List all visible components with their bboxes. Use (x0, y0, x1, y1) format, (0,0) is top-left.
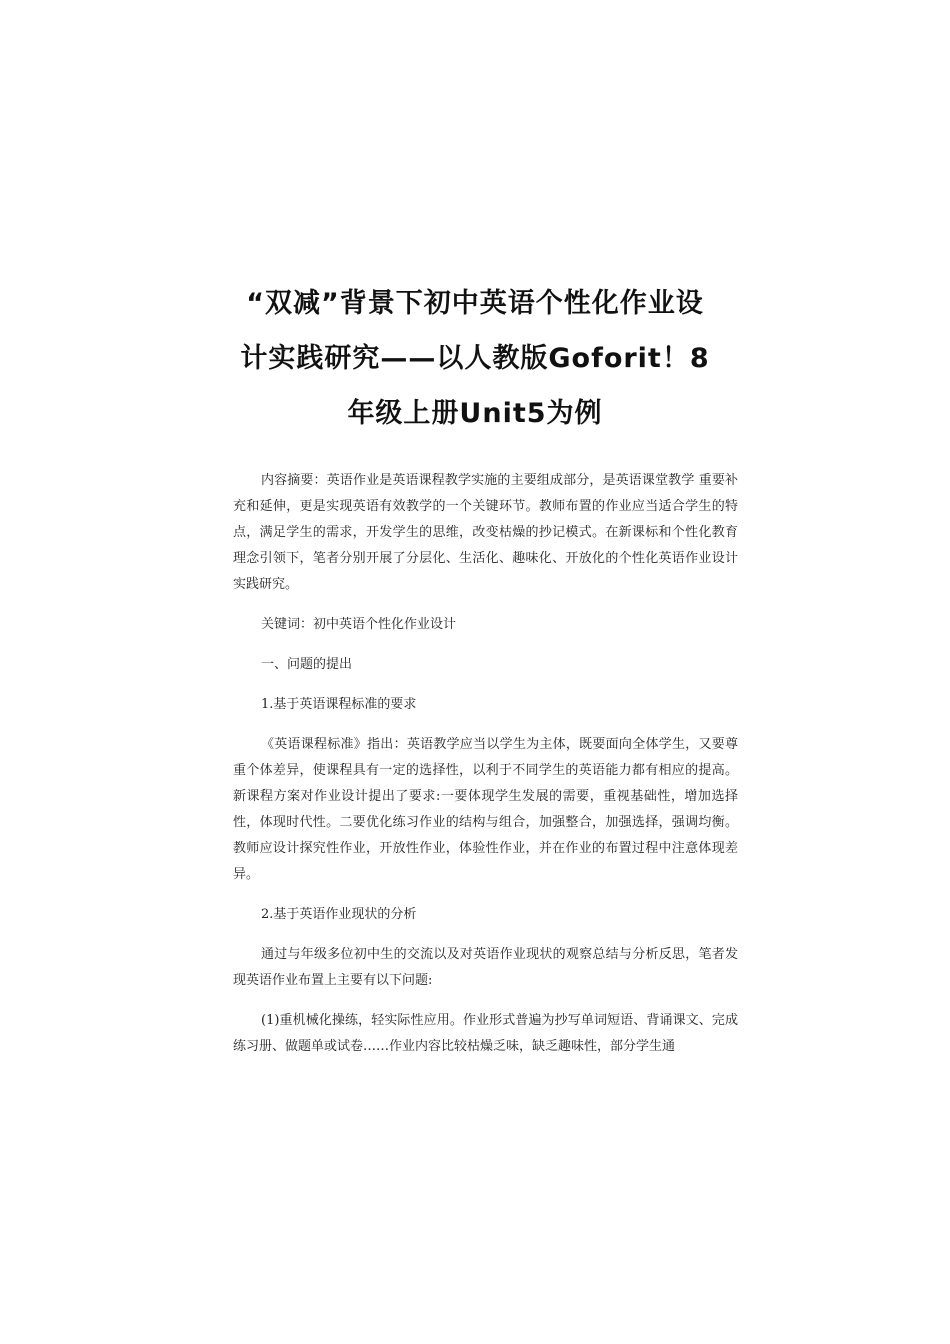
title-line-3: 年级上册Unit5为例 (347, 398, 603, 429)
subsection-1-paragraph: 《英语课程标准》指出：英语教学应当以学生为主体，既要面向全体学生，又要尊重个体差异，使课程具有一定的选择性，以利于不同学生的英语能力都有相应的提高。新课程方案对作业设计提出了要求:一要体现学生发展的需要，重视基础性，增加选择性，体现时代性。二要优化练习作业的结构与组合，加强整合，加强选择，强调均衡。教师应设计探究性作业，开放性作业，体验性作业，并在作业的布置过程中注意体现差异。 (233, 737, 738, 882)
section-heading-1: 一、问题的提出 (261, 657, 353, 672)
document-body (233, 468, 738, 1060)
point-1-paragraph: (1)重机械化操练，轻实际性应用。作业形式普遍为抄写单词短语、背诵课文、完成练习册、做题单或试卷……作业内容比较枯燥乏味，缺乏趣味性，部分学生通 (233, 1013, 738, 1054)
subsection-2-paragraph: 通过与年级多位初中生的交流以及对英语作业现状的观察总结与分析反思，笔者发现英语作业布置上主要有以下问题: (233, 947, 738, 988)
subsection-heading-2: 2.基于英语作业现状的分析 (261, 907, 417, 922)
title-line-1: “双减”背景下初中英语个性化作业设 (246, 288, 704, 319)
keywords-paragraph: 关键词：初中英语个性化作业设计 (261, 617, 457, 632)
subsection-heading-1: 1.基于英语课程标准的要求 (261, 697, 417, 712)
title-line-2: 计实践研究——以人教版Goforit！8 (240, 343, 710, 374)
abstract-paragraph: 内容摘要：英语作业是英语课程教学实施的主要组成部分，是英语课堂教学 重要补充和延伸，更是实现英语有效教学的一个关键环节。教师布置的作业应当适合学生的特点，满足学生的需求，开发学生的思维，改变枯燥的抄记模式。在新课标和个性化教育理念引领下，笔者分别开展了分层化、生活化、趣味化、开放化的个性化英语作业设计实践研究。 (233, 473, 738, 592)
document-title (200, 276, 750, 441)
